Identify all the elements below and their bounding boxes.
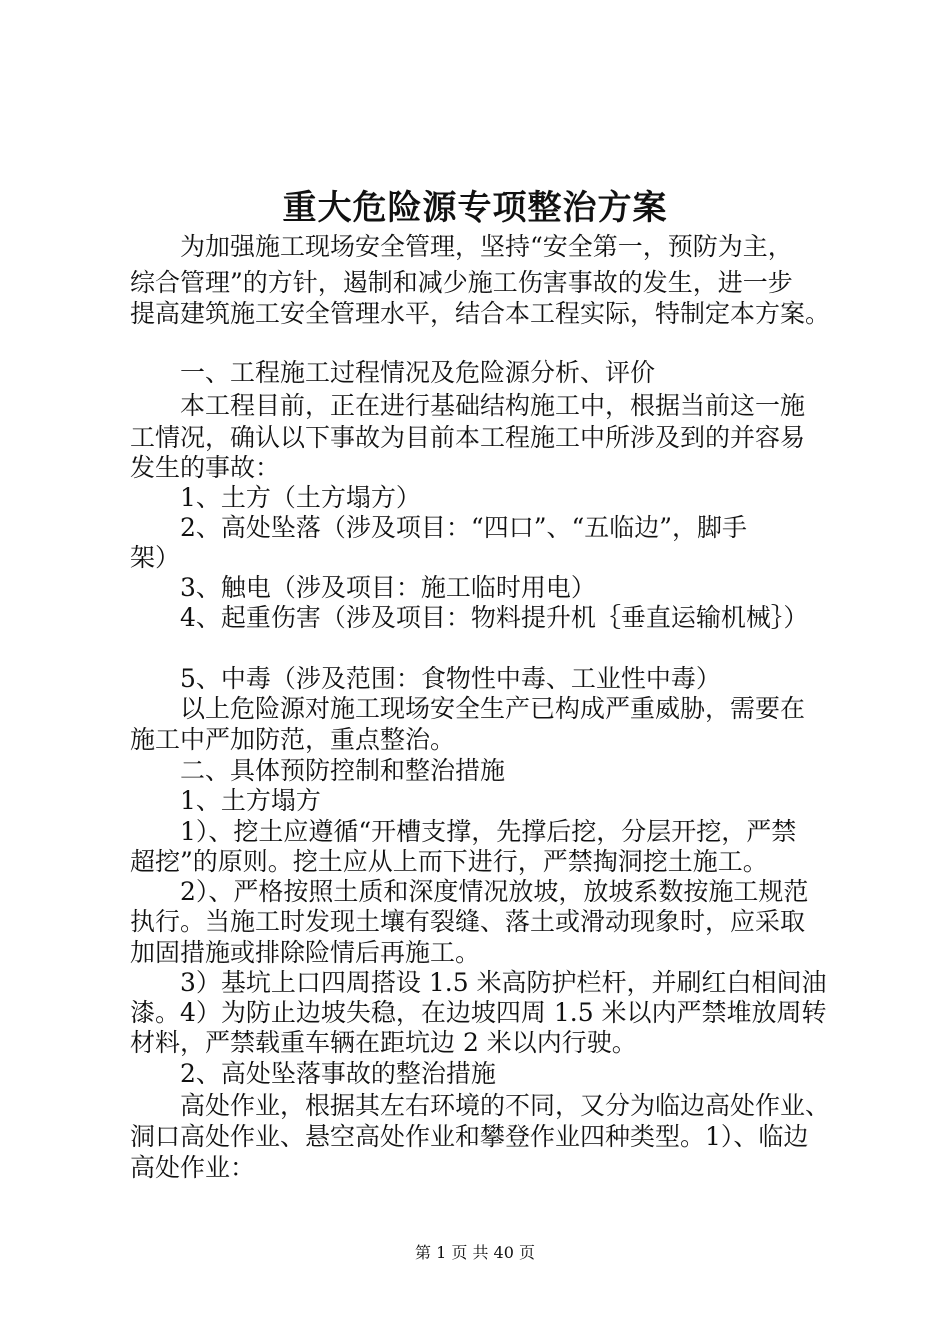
paragraph-line: 加固措施或排除险情后再施工。 xyxy=(130,938,481,967)
paragraph-line: 以上危险源对施工现场安全生产已构成严重威胁，需要在 xyxy=(180,694,806,723)
paragraph-line: 1）、挖土应遵循“开槽支撑，先撑后挖，分层开挖，严禁 xyxy=(180,817,797,846)
paragraph-line: 提高建筑施工安全管理水平，结合本工程实际，特制定本方案。 xyxy=(130,299,831,328)
paragraph-line: 3）基坑上口四周搭设 1.5 米高防护栏杆，并刷红白相间油 xyxy=(180,968,827,997)
paragraph-line: 材料，严禁载重车辆在距坑边 2 米以内行驶。 xyxy=(130,1028,637,1057)
list-item-continuation: 架） xyxy=(130,543,181,572)
list-item: 5、中毒（涉及范围：食物性中毒、工业性中毒） xyxy=(180,664,721,693)
list-item: 1、土方（土方塌方） xyxy=(180,483,421,512)
paragraph-line: 发生的事故： xyxy=(130,453,281,482)
subsection-heading: 1、土方塌方 xyxy=(180,786,321,815)
section-heading: 一、工程施工过程情况及危险源分析、评价 xyxy=(180,358,656,387)
document-title: 重大危险源专项整治方案 xyxy=(282,188,668,228)
paragraph-line: 综合管理”的方针，遏制和减少施工伤害事故的发生，进一步 xyxy=(130,268,793,297)
list-item: 2、高处坠落（涉及项目：“四口”、“五临边”，脚手 xyxy=(180,513,748,542)
list-item: 3、触电（涉及项目：施工临时用电） xyxy=(180,573,596,602)
paragraph-line: 执行。当施工时发现土壤有裂缝、落土或滑动现象时，应采取 xyxy=(130,907,806,936)
paragraph-line: 2）、严格按照土质和深度情况放坡，放坡系数按施工规范 xyxy=(180,877,809,906)
paragraph-line: 高处作业： xyxy=(130,1153,256,1182)
page-number: 第 1 页 共 40 页 xyxy=(415,1243,535,1262)
paragraph-line: 高处作业，根据其左右环境的不同，又分为临边高处作业、 xyxy=(180,1091,831,1120)
section-heading: 二、具体预防控制和整治措施 xyxy=(180,756,506,785)
paragraph-line: 施工中严加防范，重点整治。 xyxy=(130,725,456,754)
subsection-heading: 2、高处坠落事故的整治措施 xyxy=(180,1059,496,1088)
paragraph-line: 为加强施工现场安全管理，坚持“安全第一，预防为主， xyxy=(180,232,793,261)
list-item: 4、起重伤害（涉及项目：物料提升机｛垂直运输机械｝） xyxy=(180,603,809,632)
paragraph-line: 洞口高处作业、悬空高处作业和攀登作业四种类型。1）、临边 xyxy=(130,1122,809,1151)
paragraph-line: 漆。4）为防止边坡失稳，在边坡四周 1.5 米以内严禁堆放周转 xyxy=(130,998,827,1027)
paragraph-line: 本工程目前，正在进行基础结构施工中，根据当前这一施 xyxy=(180,391,806,420)
paragraph-line: 超挖”的原则。挖土应从上而下进行，严禁掏洞挖土施工。 xyxy=(130,847,768,876)
paragraph-line: 工情况，确认以下事故为目前本工程施工中所涉及到的并容易 xyxy=(130,423,806,452)
